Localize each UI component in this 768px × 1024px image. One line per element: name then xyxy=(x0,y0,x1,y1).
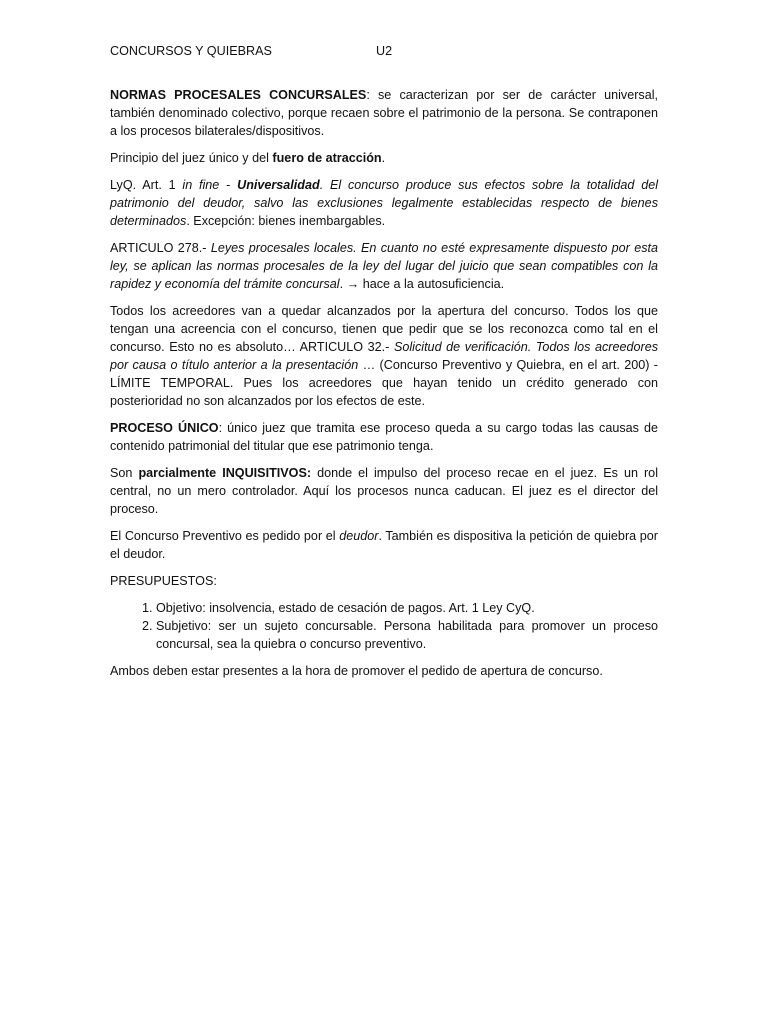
paragraph-ambos: Ambos deben estar presentes a la hora de promover el pedido de apertura de concurso. xyxy=(110,664,603,678)
paragraph-text: . xyxy=(339,277,347,291)
document-body xyxy=(110,86,658,689)
paragraph-text: Principio del juez único y del xyxy=(110,151,273,165)
paragraph-text: hace a la autosuficiencia. xyxy=(359,277,505,291)
paragraph-text: Son xyxy=(110,466,139,480)
term-universalidad: Universalidad xyxy=(237,178,320,192)
term-normas-procesales: NORMAS PROCESALES CONCURSALES xyxy=(110,88,367,102)
paragraph-concurso-preventivo xyxy=(110,527,658,563)
presupuestos-list xyxy=(110,599,658,653)
course-title: CONCURSOS Y QUIEBRAS xyxy=(110,44,272,58)
page-header xyxy=(110,42,658,60)
paragraph-text: : único juez que tramita ese proceso queda a su cargo todas las causas de contenido patrimonial del titular que ese patrimonio tenga. xyxy=(110,421,658,453)
emphasis-deudor: deudor xyxy=(339,529,379,543)
paragraph-text: El Concurso Preventivo es pedido por el xyxy=(110,529,340,543)
paragraph-text: … (Concurso Preventivo y Quiebra, en el art. 200) - LÍMITE TEMPORAL. Pues los acreedores que hayan tenido un crédito generado con posterioridad no son alcanzados por los efectos de este. xyxy=(110,358,658,408)
list-item: 2. Subjetivo: ser un sujeto concursable. Persona habilitada para promover un proceso concursal, sea la quiebra o concurso preventivo. xyxy=(156,617,658,653)
term-fuero-atraccion: fuero de atracción xyxy=(272,151,382,165)
term-inquisitivos: parcialmente INQUISITIVOS: xyxy=(138,466,312,480)
paragraph-text: LyQ. Art. 1 xyxy=(110,178,183,192)
paragraph-principio xyxy=(110,149,658,167)
heading-presupuestos: PRESUPUESTOS: xyxy=(110,574,217,588)
paragraph-articulo-278 xyxy=(110,239,658,293)
paragraph-text: Todos los acreedores van a quedar alcanzados por la apertura del concurso. Todos los que tengan una acreencia con el concurso, tienen que pedir que se los reconozca como tal en el concurso. Esto no es absoluto… ARTICULO 32.- xyxy=(110,304,658,354)
paragraph-text: : se caracterizan por ser de carácter universal, también denominado colectivo, porque recaen sobre el patrimonio de la persona. Se contraponen a los procesos bilaterales/dispositivos. xyxy=(110,88,659,138)
list-item: 1. Objetivo: insolvencia, estado de cesación de pagos. Art. 1 Ley CyQ. xyxy=(156,599,658,617)
article-number: ARTICULO 278.- xyxy=(110,241,211,255)
paragraph-normas-procesales xyxy=(110,86,658,140)
paragraph-text: donde el impulso del proceso recae en el juez. Es un rol central, no un mero controlador. Aquí los procesos nunca caducan. El juez es el director del proceso. xyxy=(110,466,658,516)
paragraph-inquisitivos xyxy=(110,464,658,518)
law-quote: Leyes procesales locales. En cuanto no esté expresamente dispuesto por esta ley, se aplican las normas procesales de la ley del lugar del juicio que sean compatibles con la rapidez y economía del trámite concursal xyxy=(110,241,659,291)
paragraph-text: - xyxy=(219,178,238,192)
paragraph-proceso-unico xyxy=(110,419,658,455)
paragraph-universalidad xyxy=(110,176,658,230)
law-quote: Solicitud de verificación. Todos los acreedores por causa o título anterior a la presentación xyxy=(110,340,659,372)
unit-label: U2 xyxy=(376,44,393,58)
paragraph-text: . También es dispositiva la petición de quiebra por el deudor. xyxy=(110,529,658,561)
latin-phrase: in fine xyxy=(182,178,220,192)
arrow-right-icon: → xyxy=(346,277,360,291)
paragraph-text: . Excepción: bienes inembargables. xyxy=(186,214,386,228)
law-quote: . El concurso produce sus efectos sobre la totalidad del patrimonio del deudor, salvo las exclusiones legalmente establecidas respecto de bienes determinados xyxy=(110,178,659,228)
paragraph-text: . xyxy=(381,151,386,165)
paragraph-acreedores xyxy=(110,302,658,410)
term-proceso-unico: PROCESO ÚNICO xyxy=(110,421,219,435)
